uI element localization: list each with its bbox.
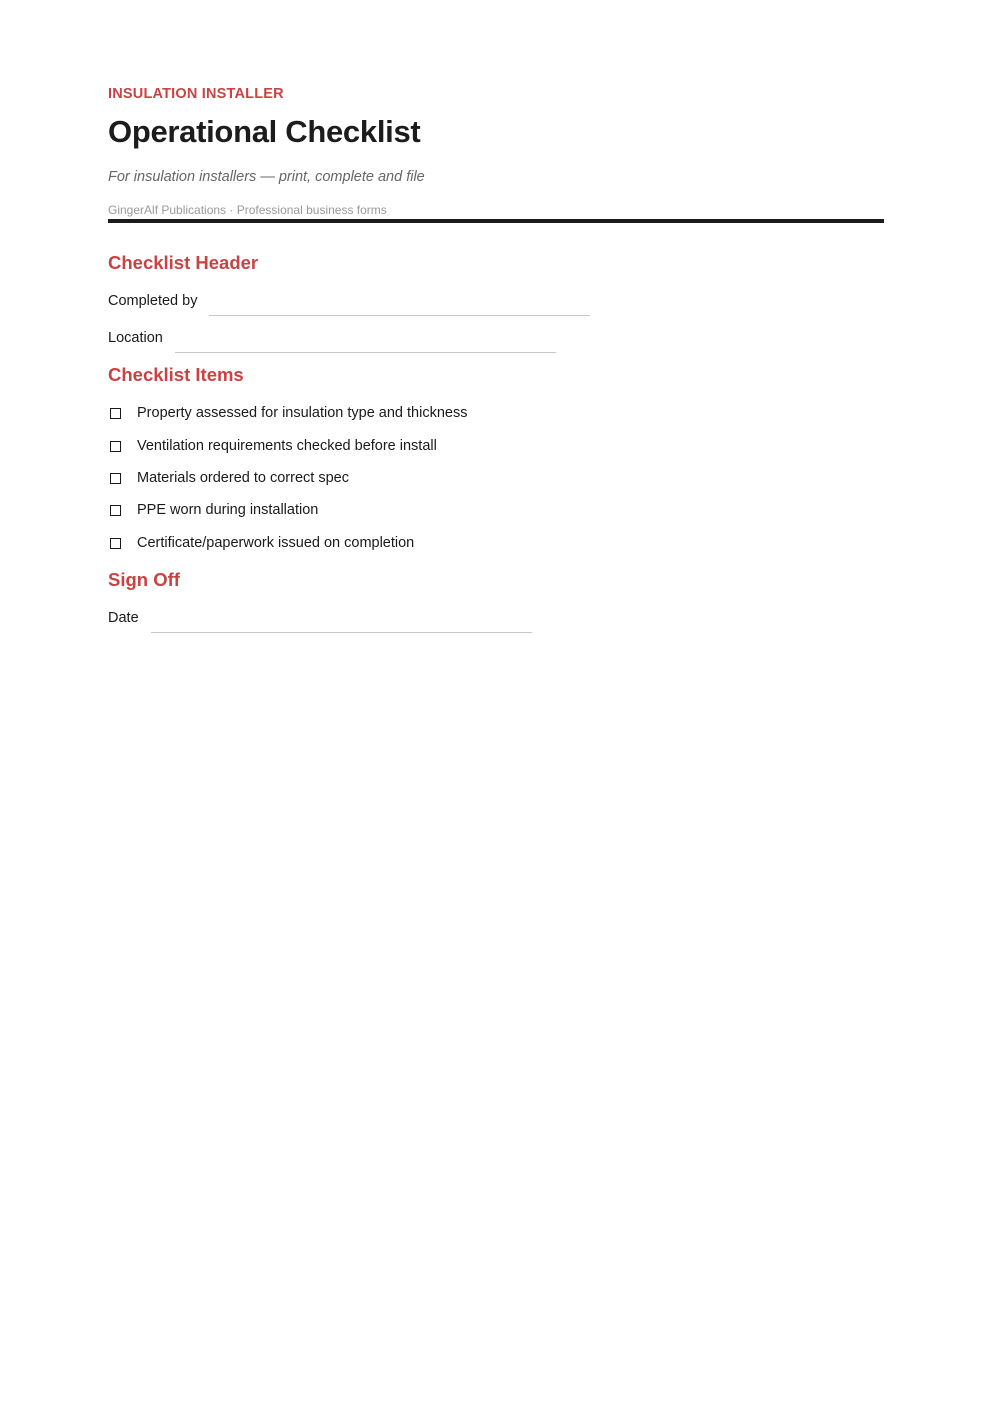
checkbox[interactable] — [110, 441, 121, 452]
checkbox[interactable] — [110, 408, 121, 419]
checklist-item[interactable] — [108, 533, 414, 553]
section-heading-checklist-header: Checklist Header — [108, 252, 259, 273]
field-location[interactable] — [108, 327, 556, 347]
checklist-item-label: PPE worn during installation — [137, 502, 319, 518]
section-heading-sign-off: Sign Off — [108, 569, 180, 590]
field-date[interactable] — [108, 607, 532, 627]
checklist-item-label: Ventilation requirements checked before install — [137, 438, 437, 454]
checklist-item-label: Certificate/paperwork issued on completion — [137, 535, 415, 551]
document-kicker: INSULATION INSTALLER — [108, 86, 284, 102]
field-label-date: Date — [108, 610, 139, 626]
checkbox[interactable] — [110, 538, 121, 549]
header-divider — [108, 219, 884, 223]
checkbox[interactable] — [110, 473, 121, 484]
checkbox[interactable] — [110, 505, 121, 516]
document-title: Operational Checklist — [108, 114, 421, 149]
field-label-completed-by: Completed by — [108, 293, 198, 309]
completed-by-input-line[interactable] — [209, 315, 590, 316]
checklist-item[interactable] — [108, 468, 349, 488]
checklist-item[interactable] — [108, 436, 437, 456]
checklist-item-label: Materials ordered to correct spec — [137, 470, 349, 486]
checklist-item[interactable] — [108, 403, 467, 423]
date-input-line[interactable] — [151, 632, 532, 633]
location-input-line[interactable] — [175, 352, 556, 353]
document-subtitle: For insulation installers — print, complete and file — [108, 169, 425, 185]
field-label-location: Location — [108, 330, 163, 346]
field-completed-by[interactable] — [108, 290, 590, 310]
section-heading-checklist-items: Checklist Items — [108, 364, 244, 385]
publisher-line: GingerAlf Publications · Professional business forms — [108, 203, 387, 217]
checklist-item-label: Property assessed for insulation type and thickness — [137, 405, 468, 421]
checklist-item[interactable] — [108, 500, 318, 520]
